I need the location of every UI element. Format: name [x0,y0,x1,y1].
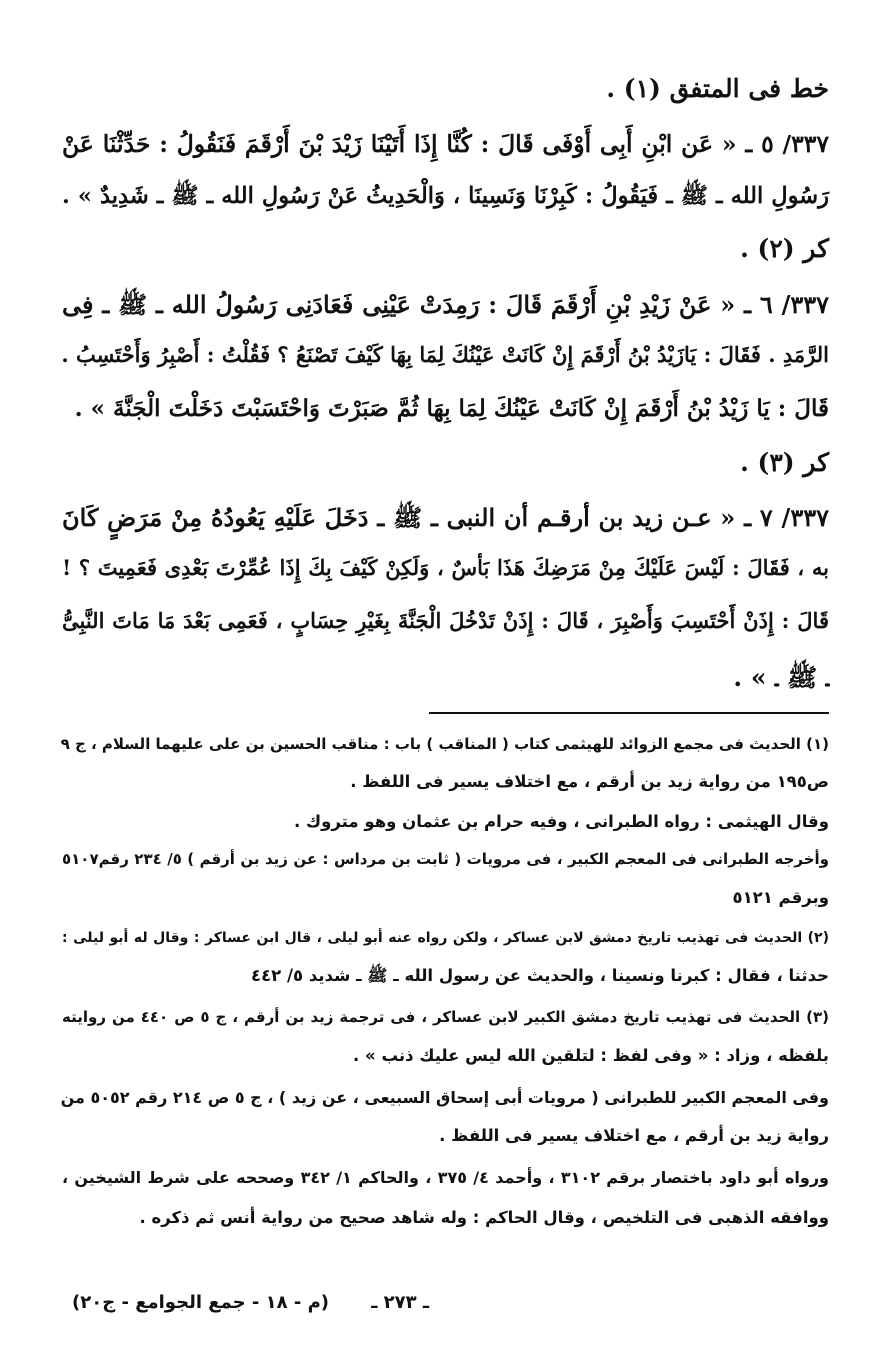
text-line: الرَّمَدِ . فَقَالَ : يَازَيْدُ بْنُ أَرْقَمَ إِنْ كَانَتْ عَيْنُكَ لِمَا بِهَا كَيْفَ تَصْنَعُ ؟ فَقُلْتُ : أَصْبِرُ وَأَحْتَسِبُ . [61,342,829,367]
footnote-line: (٣) الحديث فى تهذيب تاريخ دمشق الكبير لابن عساكر ، فى ترجمة زيد بن أرقم ، ج ٥ ص ٤٤٠ من روايته [62,1008,830,1026]
footnote-line: بلفظه ، وزاد : « وفى لفظ : لتلقين الله ليس عليك ذنب » . [353,1046,829,1065]
text-line: ٣٣٧/ ٧ ـ « عـن زيد بن أرقـم أن النبى ـ ﷺ ـ دَخَلَ عَلَيْهِ يَعُودُهُ مِنْ مَرَضٍ كَانَ [62,503,829,532]
footnote-line: وفى المعجم الكبير للطبرانى ( مرويات أبى إسحاق السبيعى ، عن زيد ) ، ج ٥ ص ٢١٤ رقم ٥٠٥٢ من [60,1088,829,1107]
footnote-line: وبرقم ٥١٢١ [732,888,829,907]
text-line: خط فى المتفق (١) . [606,74,829,103]
footnote-line: حدثنا ، فقال : كبرنا ونسينا ، والحديث عن رسول الله ـ ﷺ ـ شديد ٥/ ٤٤٢ [251,966,829,985]
text-line: رَسُولِ الله ـ ﷺ ـ فَيَقُولُ : كَبِرْنَا وَنَسِينَا ، وَالْحَدِيثُ عَنْ رَسُولِ الله ـ ﷺ ـ شَدِيدٌ » . [62,183,829,209]
page-number: ـ ٢٧٣ ـ [371,1292,429,1313]
footnote-line: ورواه أبو داود باختصار برقم ٣١٠٢ ، وأحمد ٤/ ٣٧٥ ، والحاكم ١/ ٣٤٢ وصححه على شرط الشيخين ، [62,1168,830,1187]
footnote-line: ص١٩٥ من رواية زيد بن أرقم ، مع اختلاف يسير فى اللفظ . [350,772,829,791]
text-line: ٣٣٧/ ٥ ـ « عَن ابْنِ أَبِى أَوْفَى قَالَ : كُنَّا إِذَا أَتَيْنَا زَيْدَ بْنَ أَرْقَمَ فَنَقُولُ : حَدِّثْنَا عَنْ [62,130,829,158]
text-line: كر (٢) . [740,234,829,263]
page-footer [62,1292,829,1322]
footnote-divider [429,712,829,714]
footnote-line: رواية زيد بن أرقم ، مع اختلاف يسير فى اللفظ . [439,1126,829,1145]
text-line: كر (٣) . [740,448,829,477]
volume-reference: (م - ١٨ - جمع الجوامع - ج٢٠) [72,1292,330,1313]
text-line: به ، فَقَالَ : لَيْسَ عَلَيْكَ مِنْ مَرَضِكَ هَذَا بَأسٌ ، وَلَكِنْ كَيْفَ بِكَ إِذَا عُمِّرْتَ بَعْدِى فَعَمِيتَ ؟ ! [62,555,829,580]
text-line: ـ ﷺ ـ » . [733,663,829,692]
footnote-line: ووافقه الذهبى فى التلخيص ، وقال الحاكم : وله شاهد صحيح من رواية أنس ثم ذكره . [139,1208,829,1227]
footnote-line: (٢) الحديث فى تهذيب تاريخ دمشق لابن عساكر ، ولكن رواه عنه أبو ليلى ، قال ابن عساكر : وقال له أبو ليلى : [62,930,829,946]
text-line: قَالَ : إِذَنْ أَحْتَسِبَ وَأَصْبِرَ ، قَالَ : إِذَنْ تَدْخُلَ الْجَنَّةَ بِغَيْرِ حِسَابٍ ، فَعَمِى بَعْدَ مَا مَاتَ النَّبِىُّ [62,608,829,633]
text-line: ٣٣٧/ ٦ ـ « عَنْ زَيْدِ بْنِ أَرْقَمَ قَالَ : رَمِدَتْ عَيْنِى فَعَادَنِى رَسُولُ الله ـ ﷺ ـ فِى [62,290,830,319]
footnote-line: وقال الهيثمى : رواه الطبرانى ، وفيه حرام بن عثمان وهو متروك . [294,812,829,831]
footnote-line: وأخرجه الطبرانى فى المعجم الكبير ، فى مرويات ( ثابت بن مرداس : عن زيد بن أرقم ) ٥/ ٢٣٤ رقم٥١٠٧ [62,850,829,868]
text-line: قَالَ : يَا زَيْدُ بْنُ أَرْقَمَ إِنْ كَانَتْ عَيْنُكَ لِمَا بِهَا ثُمَّ صَبَرْتَ وَاحْتَسَبْتَ دَخَلْتَ الْجَنَّةَ » . [74,395,829,422]
footnote-line: (١) الحديث فى مجمع الزوائد للهيثمى كتاب ( المناقب ) باب : مناقب الحسين بن على عليهما السلام ، ج ٩ [60,735,829,753]
